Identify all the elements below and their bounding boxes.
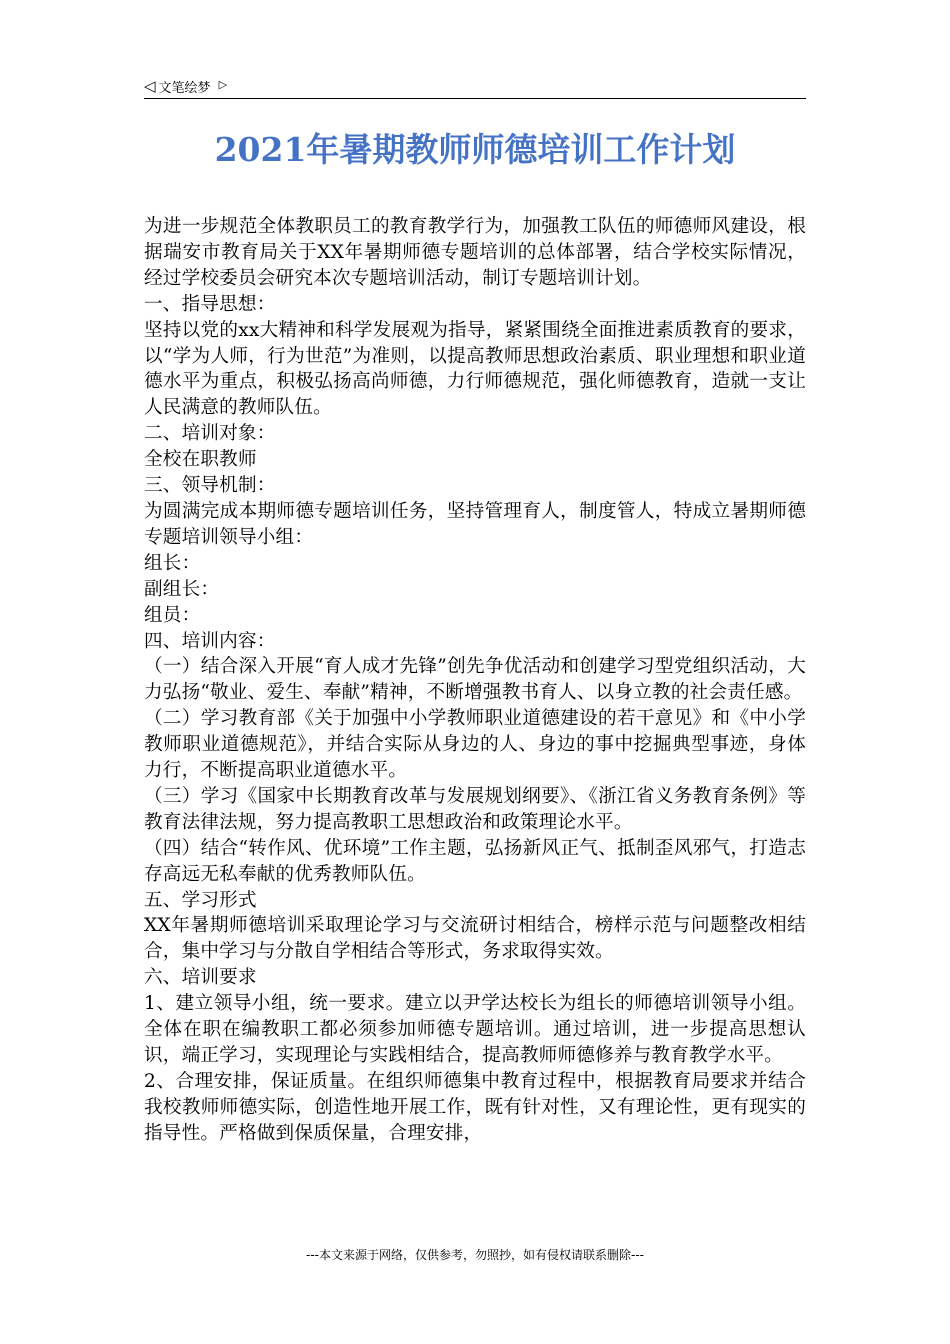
members-line: 组员： [144,604,201,626]
content-item-3: （三）学习《国家中长期教育改革与发展规划纲要》、《浙江省义务教育条例》等教育法律法规，努力提高教职工思想政治和政策理论水平。 [144,785,806,833]
document-body [144,214,806,1147]
content-item-4: （四）结合“转作风、优环境”工作主题，弘扬新风正气、抵制歪风邪气，打造志存高远无私奉献的优秀教师队伍。 [144,837,806,885]
content-item-2: （二）学习教育部《关于加强中小学教师职业道德建设的若干意见》和《中小学教师职业道德规范》，并结合实际从身边的人、身边的事中挖掘典型事迹，身体力行，不断提高职业道德水平。 [144,708,806,782]
content-item-1: （一）结合深入开展“育人成才先锋”创先争优活动和创建学习型党组织活动，大力弘扬“敬业、爱生、奉献”精神，不断增强教书育人、以身立教的社会责任感。 [144,656,806,704]
header-brand: 文笔绘梦 [158,80,211,96]
section-heading-training-targets: 二、培训对象： [144,423,276,445]
paragraph-learning-form: XX年暑期师德培训采取理论学习与交流研讨相结合，榜样示范与问题整改相结合，集中学习与分散自学相结合等形式，务求取得实效。 [144,915,806,963]
page-header [144,74,806,99]
deputy-leader-line: 副组长： [144,578,220,600]
section-heading-requirements: 六、培训要求 [144,967,257,989]
paragraph-guiding-ideology: 坚持以党的xx大精神和科学发展观为指导，紧紧围绕全面推进素质教育的要求，以“学为人师，行为世范”为准则，以提高教师思想政治素质、职业理想和职业道德水平为重点，积极弘扬高尚师德，力行师德规范，强化师德教育，造就一支让人民满意的教师队伍。 [144,319,806,419]
section-heading-leadership: 三、领导机制： [144,475,276,497]
triangle-right-icon: ▷ [218,77,228,91]
footer-notice: ---本文来源于网络，仅供参考，勿照抄，如有侵权请联系删除--- [306,1248,644,1262]
section-heading-learning-form: 五、学习形式 [144,889,257,911]
paragraph-leadership: 为圆满完成本期师德专题培训任务，坚持管理育人，制度管人，特成立暑期师德专题培训领导小组： [144,500,806,548]
requirement-item-1: 1、建立领导小组，统一要求。建立以尹学达校长为组长的师德培训领导小组。全体在职在编教职工都必须参加师德专题培训。通过培训，进一步提高思想认识，端正学习，实现理论与实践相结合，提高教师师德修养与教育教学水平。 [144,993,806,1066]
section-heading-guiding-ideology: 一、指导思想： [144,293,276,315]
paragraph-intro: 为进一步规范全体教职员工的教育教学行为，加强教工队伍的师德师风建设，根据瑞安市教育局关于XX年暑期师德专题培训的总体部署，结合学校实际情况，经过学校委员会研究本次专题培训活动，制订专题培训计划。 [144,216,806,289]
paragraph-training-targets: 全校在职教师 [144,449,257,471]
triangle-left-icon: ◁ [144,76,156,95]
document-title: 2021年暑期教师师德培训工作计划 [214,130,736,169]
requirement-item-2: 2、合理安排，保证质量。在组织师德集中教育过程中，根据教育局要求并结合我校教师师德实际，创造性地开展工作，既有针对性，又有理论性，更有现实的指导性。严格做到保质保量，合理安排， [144,1070,806,1144]
section-heading-training-content: 四、培训内容： [144,630,276,652]
leader-line: 组长： [144,552,201,574]
